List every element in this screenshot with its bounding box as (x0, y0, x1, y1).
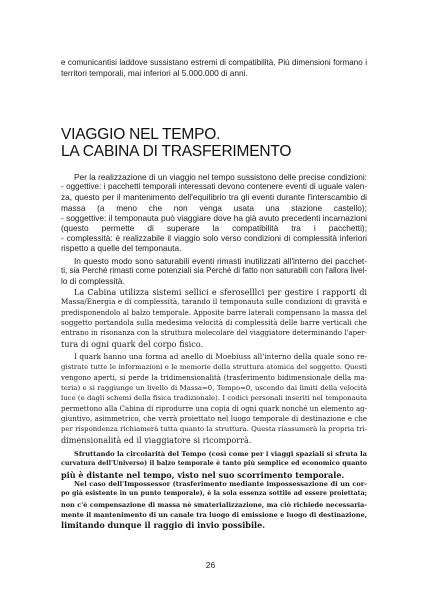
text-line: ti, sia Perché rimasti come potenziali sia Perché di fatto non saturabili con l'allora livel- (61, 266, 367, 276)
text-line: Massa/Energia e di complessità, tarando il temponauta sulle condizioni di gravità e (61, 297, 367, 307)
text-line: Nel caso dell'Impossessor (trasferimento mediante impossessazione di un cor- (74, 480, 367, 488)
text-line: mente il mantenimento di un canale tra luogo di emissione e luogo di destinazione, (61, 511, 367, 520)
intro-paragraph (61, 58, 367, 78)
text-line: rispetto a quelle del temponauta. (61, 243, 182, 254)
text-line: curvatura dell'Universo) il balzo temporale è tanto più semplice ed economico quanto (61, 460, 367, 468)
body-paragraph (61, 256, 367, 287)
text-line: teria) e si raggiunge un livello di Massa=0, Tempo=0, uscendo dai limiti della velocità (61, 384, 367, 393)
text-line: Per la realizzazione di un viaggio nel tempo sussistono delle precise condizioni: (74, 172, 367, 182)
text-line: non c'è compensazione di massa nè smaterializzazione, ma ciò richiede necessaria- (61, 500, 367, 509)
section-title (61, 126, 291, 160)
text-line: predisponendolo al balzo temporale. Apposite barre laterali compensano la massa del (61, 308, 367, 317)
text-line: limitando dunque il raggio di invio possibile. (61, 520, 266, 531)
text-line: massa (a meno che non venga usata una stazione castello); (61, 202, 367, 213)
text-line: lo di complessità. (61, 276, 125, 287)
page-number: 26 (205, 560, 216, 570)
text-line: per rispondenza richiamerà tutta quanto la struttura. Questa riassumerà la propria tri- (61, 425, 367, 434)
text-line: - complessità: è realizzabile il viaggio solo verso condizioni di complessità inferiori (61, 233, 367, 244)
text-line: La Cabina utilizza sistemi sellici e sferoselllci per gestire i rapporti di (74, 287, 367, 297)
section-title-line: VIAGGIO NEL TEMPO. (61, 126, 221, 143)
text-line: giuntivo, asimmetrico, che verrà proiettato nel luogo temporale di destinazione e che (61, 415, 367, 424)
text-line: za, questo per il mantenimento dell'equilibrio tra gli eventi durante l'interscambio di (61, 192, 367, 203)
text-line: tura di ogni quark del corpo fisico. (61, 338, 204, 349)
text-line: In questo modo sono saturabili eventi rimasti inutilizzati all'interno dei pacchet- (74, 256, 367, 266)
text-line: gistrate tutte le informazioni e le memorie della struttura atomica del soggetto. Questi (61, 363, 367, 372)
text-line: più è distante nel tempo, visto nel suo scorrimento temporale. (61, 469, 345, 480)
body-paragraph (61, 352, 367, 445)
body-paragraph (61, 172, 367, 254)
text-line: permettono alla Cabina di riprodurre una copia di ogni quark nonché un elemento ag- (61, 404, 367, 413)
text-line: soggetto portandola sulla medesima velocità di complessità delle barre verticali che (61, 318, 367, 328)
section-title-line: LA CABINA DI TRASFERIMENTO (61, 143, 292, 160)
text-line: (questo permette di superare la compatibilità tra i pacchetti); (61, 223, 367, 234)
intro-line: e comunicantisi laddove sussistano estremi di compatibilità. Più dimensioni formano i (61, 58, 367, 67)
body-paragraph (61, 449, 367, 480)
text-line: luce (e dagli schemi della fisica tradizionale). I codici personali inseriti nel temponauta (61, 394, 367, 403)
body-paragraph (61, 479, 367, 531)
intro-line: territori temporali, mai inferiori al 5.000.000 di anni. (61, 68, 248, 79)
text-line: po già esistente in un punto temporale), è la sola essenza sottile ad essere proiettata; (61, 490, 367, 498)
text-line: dimensionalità ed il viaggiatore si ricomporrà. (61, 434, 252, 445)
text-line: - soggettive: il temponauta può viaggiare dove ha già avuto precedenti incarnazioni (61, 212, 367, 223)
text-line: - oggettive: i pacchetti temporali interessati devono contenere eventi di uguale valen- (61, 182, 367, 192)
text-line: I quark hanno una forma ad anello di Moebiuss all'interno della quale sono re- (74, 352, 367, 361)
text-line: Sfruttando la circolarità del Tempo (così come per i viaggi spaziali si sfruta la (74, 450, 367, 458)
text-line: entrano in risonanza con la struttura molecolare del viaggiatore determinando l'aper- (61, 329, 367, 338)
text-line: vengono aperti, si perde la tridimensionalità (trasferimento bidimensionale della ma- (61, 373, 367, 382)
body-paragraph (61, 287, 367, 349)
